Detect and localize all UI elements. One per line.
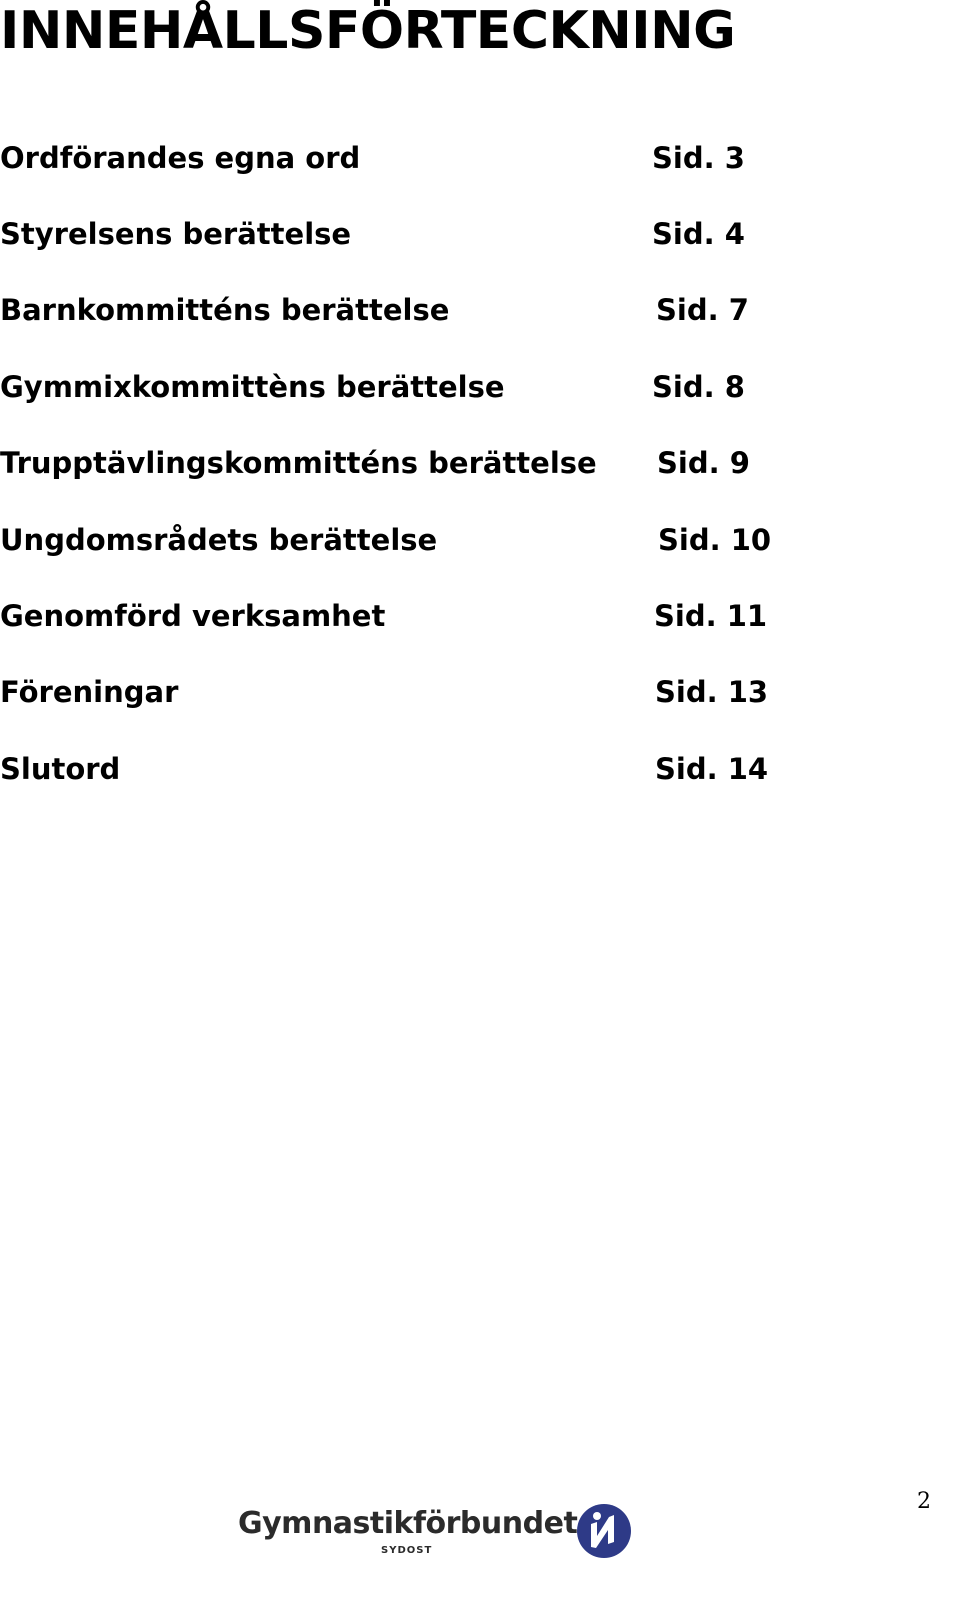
toc-entry-page: Sid. 10 (658, 523, 772, 557)
toc-entry-title: Styrelsens berättelse (0, 217, 352, 251)
toc-entry (0, 520, 960, 560)
toc-entry (0, 596, 960, 636)
page-number: 2 (917, 1489, 931, 1514)
toc-entry (0, 749, 960, 789)
toc-entry-title: Föreningar (0, 675, 179, 709)
toc-entry-page: Sid. 14 (655, 752, 769, 786)
footer-logo (238, 1500, 638, 1564)
toc-entry (0, 367, 960, 407)
logo-figure-head (593, 1512, 601, 1520)
toc-entry (0, 290, 960, 330)
toc-entry-title: Trupptävlingskommitténs berättelse (0, 446, 597, 480)
logo-text: Gymnastikförbundet (238, 1506, 578, 1541)
toc-entry-page: Sid. 4 (652, 217, 745, 251)
toc-entry-page: Sid. 9 (657, 446, 750, 480)
page-title: INNEHÅLLSFÖRTECKNING (0, 1, 736, 61)
toc-entry-page: Sid. 8 (652, 370, 745, 404)
toc-entry (0, 672, 960, 712)
toc-entry-title: Slutord (0, 752, 121, 786)
toc-entry (0, 138, 960, 178)
toc-entry-title: Ungdomsrådets berättelse (0, 523, 438, 557)
toc-entry-page: Sid. 3 (652, 141, 745, 175)
gymnastikforbundet-logo-icon (576, 1502, 632, 1560)
toc-entry-page: Sid. 13 (655, 675, 769, 709)
toc-entry-title: Genomförd verksamhet (0, 599, 386, 633)
toc-entry-page: Sid. 7 (656, 293, 749, 327)
toc-entry (0, 214, 960, 254)
toc-entry-title: Gymmixkommittèns berättelse (0, 370, 505, 404)
toc-entry-title: Ordförandes egna ord (0, 141, 361, 175)
toc-entry (0, 443, 960, 483)
toc-entry-page: Sid. 11 (654, 599, 768, 633)
toc-entry-title: Barnkommitténs berättelse (0, 293, 450, 327)
logo-subtext: SYDOST (381, 1545, 433, 1556)
